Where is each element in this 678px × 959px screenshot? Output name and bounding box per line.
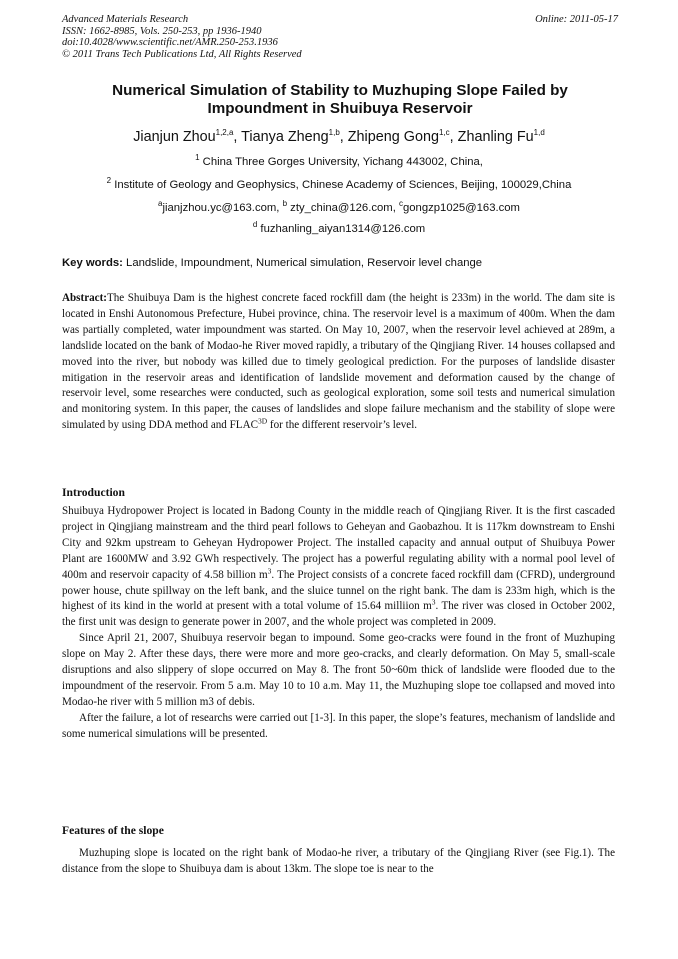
introduction-paragraph-3: After the failure, a lot of researchs were carried out [1-3]. In this paper, the slope’s features, mechanism of landslide and some numerical simulations will be presented. <box>62 711 615 740</box>
paragraph-text: Shuibuya Hydropower Project is located in Badong County in the middle reach of Qingjiang River. It is the first cascaded project in Qingjiang mainstream and the third pearl follows to Geheyan and Gaobazhou. It is 117km downstream to Enshi City and 92km upstream to Geheyan Hydropower Project. The installed capacity and annual output of Shuibuya Power Plant are 1600MW and 3.92 GWh respectively. The project has a powerful regulating ability with a normal pool level of 400m and reservoir capacity of 4.58 billion m <box>62 505 615 581</box>
email-address: fuzhanling_aiyan1314@126.com <box>257 223 426 235</box>
journal-header <box>62 14 618 60</box>
email-address: jianjzhou.yc@163.com, <box>162 202 283 214</box>
affiliation-text: Institute of Geology and Geophysics, Chinese Academy of Sciences, Beijing, 100029,China <box>111 179 572 191</box>
introduction-paragraph-2: Since April 21, 2007, Shuibuya reservoir began to impound. Some geo-cracks were found in the front of Muzhuping slope on May 2. After these days, there were more and more geo-cracks, and clearly deformation. On May 5, small-scale disruptions and also slippery of slope occurred on May 8. The front 50~60m thick of landslide were flooded due to the impoundment of the reservoir. From 5 a.m. May 10 to 10 a.m. May 11, the Muzhuping slope toe collapsed and moved into Modao-he river with 5 million m3 of debis. <box>62 632 615 708</box>
author-affiliation-mark: 1,b <box>328 128 340 138</box>
abstract-text-end: for the different reservoir’s level. <box>267 419 418 432</box>
abstract-text: The Shuibuya Dam is the highest concrete faced rockfill dam (the height is 233m) in the world. The dam site is located in Enshi Autonomous Prefecture, Hubei province, china. The reservoir level is a maximum of 400m. When the dam was partially completed, water impoundment was started. On May 10, 2007, when the reservoir level achieved at 289m, a landslide located on the bank of Modao-he River moved rapidly, a tributary of the Qingjiang River. 14 houses collapsed and moved into the river, but nobody was killed due to timely geological prediction. For the purposes of landslide disaster mitigation in the reservoir areas and identification of landslide movement and deformation caused by the change of reservoir level, some researches were conducted, such as geological exploration, some soil tests and numerical simulation and monitoring system. In this paper, the causes of landslides and slope failure mechanism and the stability of slope were simulated by using DDA method and FLAC <box>62 292 615 432</box>
issn-line: ISSN: 1662-8985, Vols. 250-253, pp 1936-1940 <box>62 25 262 37</box>
journal-name: Advanced Materials Research <box>62 14 189 25</box>
author-separator: , <box>233 129 242 145</box>
paper-title <box>62 82 618 118</box>
features-paragraph-1: Muzhuping slope is located on the right bank of Modao-he river, a tributary of the Qingjiang River (see Fig.1). The distance from the slope to Shuibuya dam is about 13km. The slope toe is near to the <box>62 847 615 875</box>
email-line-2 <box>40 222 638 236</box>
title-line-1: Numerical Simulation of Stability to Muzhuping Slope Failed by <box>112 82 568 99</box>
introduction-paragraph-1 <box>62 504 615 631</box>
email-mark: c <box>398 199 403 209</box>
author-separator: , <box>339 129 348 145</box>
email-mark: a <box>158 199 163 209</box>
email-address: zty_china@126.com, <box>287 202 399 214</box>
author-name: Zhanling Fu <box>457 129 534 145</box>
paragraph-text: . The river was closed in October 2002, the first unit was design to generate power in 2007, and the whole project was completed in 2009. <box>62 600 615 629</box>
abstract-superscript: 3D <box>257 416 268 426</box>
email-line-1 <box>40 201 638 215</box>
author-affiliation-mark: 1,2,a <box>215 128 234 138</box>
author-affiliation-mark: 1,c <box>438 128 450 138</box>
copyright-line: © 2011 Trans Tech Publications Ltd, All Rights Reserved <box>62 48 302 60</box>
doi-line: doi:10.4028/www.scientific.net/AMR.250-253.1936 <box>62 37 278 49</box>
affiliation-2 <box>40 178 638 192</box>
paragraph-text: . The Project consists of a concrete faced rockfill dam (CFRD), underground power house, chute spillway on the left bank, and the sluice tunnel on the right bank. The dam is 233m high, which is the highest of its kind in the world at present with a total volume of 15.64 milliion m <box>62 568 615 613</box>
keywords-label: Key words: <box>62 257 123 269</box>
keywords-text: Landslide, Impoundment, Numerical simulation, Reservoir level change <box>122 257 483 269</box>
online-date: Online: 2011-05-17 <box>535 14 618 25</box>
author-name: Tianya Zheng <box>241 129 329 145</box>
features-body <box>62 846 615 878</box>
email-mark: b <box>282 199 288 209</box>
title-line-2: Impoundment in Shuibuya Reservoir <box>207 100 473 117</box>
abstract-label: Abstract: <box>62 292 107 304</box>
author-separator: , <box>449 129 458 145</box>
author-affiliation-mark: 1,d <box>533 128 545 138</box>
email-mark: d <box>252 220 258 230</box>
section-heading-features: Features of the slope <box>62 824 164 837</box>
author-name: Zhipeng Gong <box>347 129 439 145</box>
author-name: Jianjun Zhou <box>133 129 216 145</box>
superscript: 3 <box>267 565 272 575</box>
keywords <box>62 256 618 270</box>
abstract <box>62 291 615 434</box>
affiliation-mark: 1 <box>195 153 200 163</box>
affiliation-mark: 2 <box>106 176 112 186</box>
introduction-body <box>62 504 615 743</box>
section-heading-introduction: Introduction <box>62 486 125 499</box>
author-list <box>40 128 638 146</box>
superscript: 3 <box>431 597 436 607</box>
email-address: gongzp1025@163.com <box>402 202 520 214</box>
affiliation-1 <box>40 155 638 169</box>
affiliation-text: China Three Gorges University, Yichang 443002, China, <box>199 156 483 168</box>
